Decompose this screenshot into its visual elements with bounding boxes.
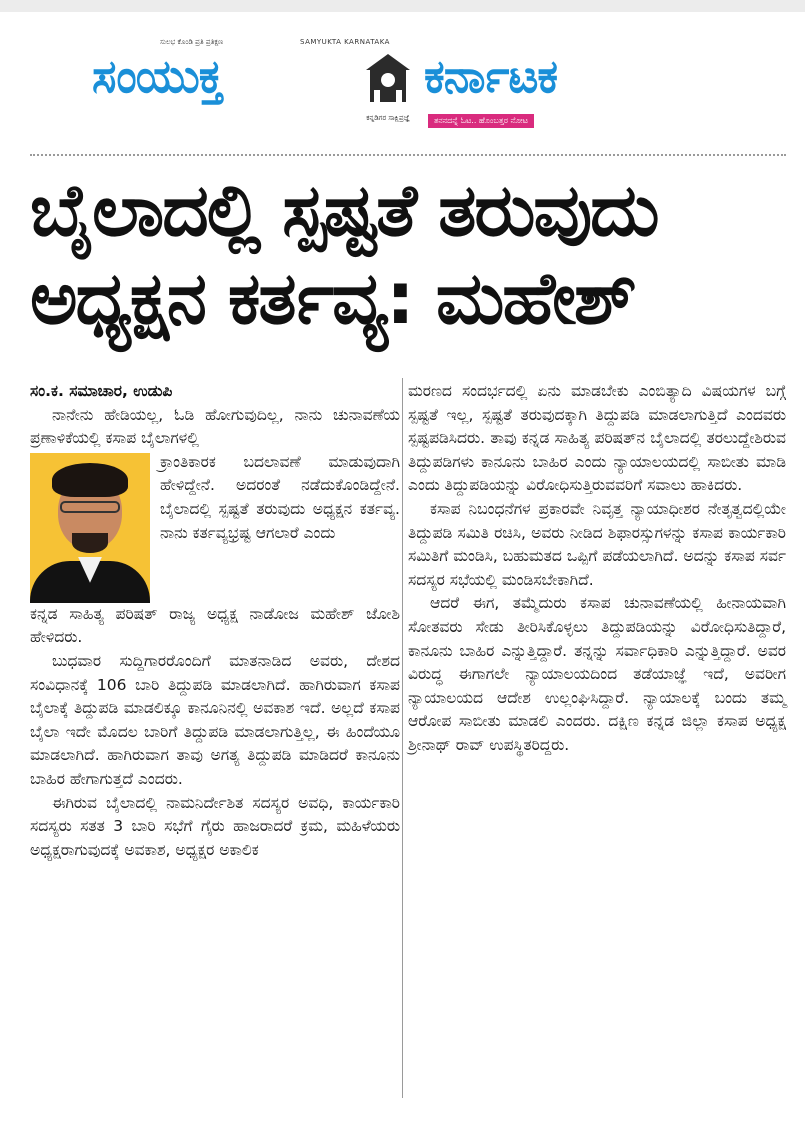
article-paragraph-3: ಈಗಿರುವ ಬೈಲಾದಲ್ಲಿ ನಾಮನಿರ್ದೇಶಿತ ಸದಸ್ಯರ ಅವಧಿ, ಕಾರ್ಯಕಾರಿ ಸದಸ್ಯರು ಸತತ 3 ಬಾರಿ ಸಭೆಗೆ ಗೈರು ಹಾಜರಾದರೆ ಕ್ರಮ, ಮಹಿಳೆಯರು ಅಧ್ಯಕ್ಷರಾಗುವುದಕ್ಕೆ ಅವಕಾಶ, ಅಧ್ಯಕ್ಷರ ಅಕಾಲಿಕ (30, 793, 400, 859)
masthead-english-name: SAMYUKTA KARNATAKA (300, 38, 390, 46)
headline-line-2: ಅಧ್ಯಕ್ಷನ ಕರ್ತವ್ಯ: ಮಹೇಶ್ (30, 256, 635, 340)
photo-block (30, 451, 400, 603)
article-paragraph-3-continued: ಮರಣದ ಸಂದರ್ಭದಲ್ಲಿ ಏನು ಮಾಡಬೇಕು ಎಂಬಿತ್ಯಾದಿ ವಿಷಯಗಳ ಬಗ್ಗೆ ಸ್ಪಷ್ಟತೆ ಇಲ್ಲ, ಸ್ಪಷ್ಟತೆ ತರುವುದಕ್ಕಾಗಿ ತಿದ್ದುಪಡಿ ಮಾಡಲಾಗುತ್ತಿದೆ ಎಂದವರು ಸ್ಪಷ್ಟಪಡಿಸಿದರು. ತಾವು ಕನ್ನಡ ಸಾಹಿತ್ಯ ಪರಿಷತ್‌ನ ಬೈಲಾದಲ್ಲಿ ತರಲುದ್ದೇಶಿರುವ ತಿದ್ದುಪಡಿಗಳು ಕಾನೂನು ಬಾಹಿರ ಎಂದು ನ್ಯಾಯಾಲಯದಲ್ಲಿ ಸಾಬೀತು ಮಾಡಿ ಎಂದು ತಿದ್ದುಪಡಿಯನ್ನು ವಿರೋಧಿಸುತ್ತಿರುವವರಿಗೆ ಸವಾಲು ಹಾಕಿದರು. (408, 382, 786, 495)
masthead-tagline: ಸುಲಭ ಕೊಂಡಿ ಪ್ರತಿ ಪ್ರತಿಕ್ಷಣ (160, 38, 224, 46)
byline: ಸಂ.ಕ. ಸಮಾಚಾರ, ಉಡುಪಿ (30, 382, 173, 400)
brand-name-left: ಸಂಯುಕ್ತ (92, 49, 223, 103)
article-intro: ನಾನೇನು ಹೇಡಿಯಲ್ಲ, ಓಡಿ ಹೋಗುವುದಿಲ್ಲ, ನಾನು ಚುನಾವಣೆಯ ಪ್ರಣಾಳಿಕೆಯಲ್ಲಿ ಕಸಾಪ ಬೈಲಾಗಳಲ್ಲಿ (30, 405, 400, 448)
column-divider (402, 378, 403, 1098)
author-photo (30, 453, 150, 603)
masthead-slogan: ತನನದನ್ನೆ ಓಟ.. ಹೊಂಬತ್ತರ ನೋಟ (428, 114, 534, 128)
emblem-caption: ಕನ್ನಡಿಗರ ಸಾಕ್ಷಿಪ್ರಜ್ಞೆ (366, 114, 410, 122)
article-paragraph-5: ಆದರೆ ಈಗ, ತಮ್ಮೆದುರು ಕಸಾಪ ಚುನಾವಣೆಯಲ್ಲಿ ಹೀನಾಯವಾಗಿ ಸೋತವರು ಸೇಡು ತೀರಿಸಿಕೊಳ್ಳಲು ತಿದ್ದುಪಡಿಯನ್ನು ವಿರೋಧಿಸುತಿದ್ದಾರೆ, ಕಾನೂನು ಬಾಹಿರ ಎನ್ನುತ್ತಿದ್ದಾರೆ. ತನ್ನನ್ನು ಸರ್ವಾಧಿಕಾರಿ ಎನ್ನುತ್ತಿದ್ದಾರೆ. ಅವರ ವಿರುದ್ಧ ಈಗಾಗಲೇ ನ್ಯಾಯಾಲಯದಿಂದ ತಡೆಯಾಜ್ಞೆ ಇದೆ, ಅವರೀಗ ನ್ಯಾಯಾಲಯದ ಆದೇಶ ಉಲ್ಲಂಘಿಸಿದ್ದಾರೆ. ನ್ಯಾಯಾಲಕ್ಕೆ ಬಂದು ತಮ್ಮ ಆರೋಪ ಸಾಬೀತು ಮಾಡಲಿ ಎಂದರು. ದಕ್ಷಿಣ ಕನ್ನಡ ಜಿಲ್ಲಾ ಕಸಾಪ ಅಧ್ಯಕ್ಷ ಶ್ರೀನಾಥ್ ರಾವ್ ಉಪಸ್ಥಿತರಿದ್ದರು. (408, 594, 786, 754)
masthead (0, 14, 805, 126)
article-column-left (30, 380, 400, 862)
newspaper-emblem-icon (360, 50, 416, 110)
headline-line-1: ಬೈಲಾದಲ್ಲಿ ಸ್ಪಷ್ಟತೆ ತರುವುದು (30, 168, 658, 252)
article-intro-end: ಕನ್ನಡ ಸಾಹಿತ್ಯ ಪರಿಷತ್ ರಾಜ್ಯ ಅಧ್ಯಕ್ಷ ನಾಡೋಜ ಮಹೇಶ್ ಜೋಶಿ ಹೇಳಿದರು. (30, 604, 400, 647)
scan-border (0, 0, 805, 12)
article-paragraph-2: ಬುಧವಾರ ಸುದ್ದಿಗಾರರೊಂದಿಗೆ ಮಾತನಾಡಿದ ಅವರು, ದೇಶದ ಸಂವಿಧಾನಕ್ಕೆ 106 ಬಾರಿ ತಿದ್ದುಪಡಿ ಮಾಡಲಾಗಿದೆ. ಹಾಗಿರುವಾಗ ಕಸಾಪ ಬೈಲಾಕ್ಕೆ ತಿದ್ದುಪಡಿ ಮಾಡಲಿಕ್ಕೂ ಕಾನೂನಿನಲ್ಲಿ ಅವಕಾಶ ಇದೆ. ಅಲ್ಲದೆ ಕಸಾಪ ಬೈಲಾ ಇದೇ ಮೊದಲ ಬಾರಿಗೆ ತಿದ್ದುಪಡಿ ಮಾಡಲಾಗುತ್ತಿಲ್ಲ, ಈ ಹಿಂದೆಯೂ ಮಾಡಲಾಗಿದೆ. ಹಾಗಿರುವಾಗ ತಾವು ಅಗತ್ಯ ತಿದ್ದುಪಡಿ ಮಾಡಿದರೆ ಕಾನೂನು ಬಾಹಿರ ಹೇಗಾಗುತ್ತದೆ ಎಂದರು. (30, 651, 400, 788)
photo-wrap-text: ಕ್ರಾಂತಿಕಾರಕ ಬದಲಾವಣೆ ಮಾಡುವುದಾಗಿ ಹೇಳಿದ್ದೇನೆ. ಅದರಂತೆ ನಡೆದುಕೊಂಡಿದ್ದೇನೆ. ಬೈಲಾದಲ್ಲಿ ಸ್ಪಷ್ಟತೆ ತರುವುದು ಅಧ್ಯಕ್ಷನ ಕರ್ತವ್ಯ. ನಾನು ಕರ್ತವ್ಯಭ್ರಷ್ಟ ಆಗಲಾರೆ ಎಂದು (160, 452, 400, 542)
headline (30, 166, 786, 342)
article-column-right (408, 380, 786, 758)
brand-name-right: ಕರ್ನಾಟಕ (424, 49, 558, 103)
dotted-divider (30, 154, 786, 156)
article-paragraph-4: ಕಸಾಪ ನಿಬಂಧನೆಗಳ ಪ್ರಕಾರವೇ ನಿವೃತ್ತ ನ್ಯಾಯಾಧೀಶರ ನೇತೃತ್ವದಲ್ಲಿಯೇ ತಿದ್ದುಪಡಿ ಸಮಿತಿ ರಚಿಸಿ, ಅವರು ನೀಡಿದ ಶಿಫಾರಸ್ಸುಗಳನ್ನು ಕಸಾಪ ಕಾರ್ಯಕಾರಿ ಸಮಿತಿಗೆ ಮಂಡಿಸಿ, ಬಹುಮತದ ಒಪ್ಪಿಗೆ ಪಡೆಯಲಾಗಿದೆ. ಅದನ್ನು ಕಸಾಪ ಸರ್ವ ಸದಸ್ಯರ ಸಭೆಯಲ್ಲಿ ಮಂಡಿಸಬೇಕಾಗಿದೆ. (408, 499, 786, 589)
